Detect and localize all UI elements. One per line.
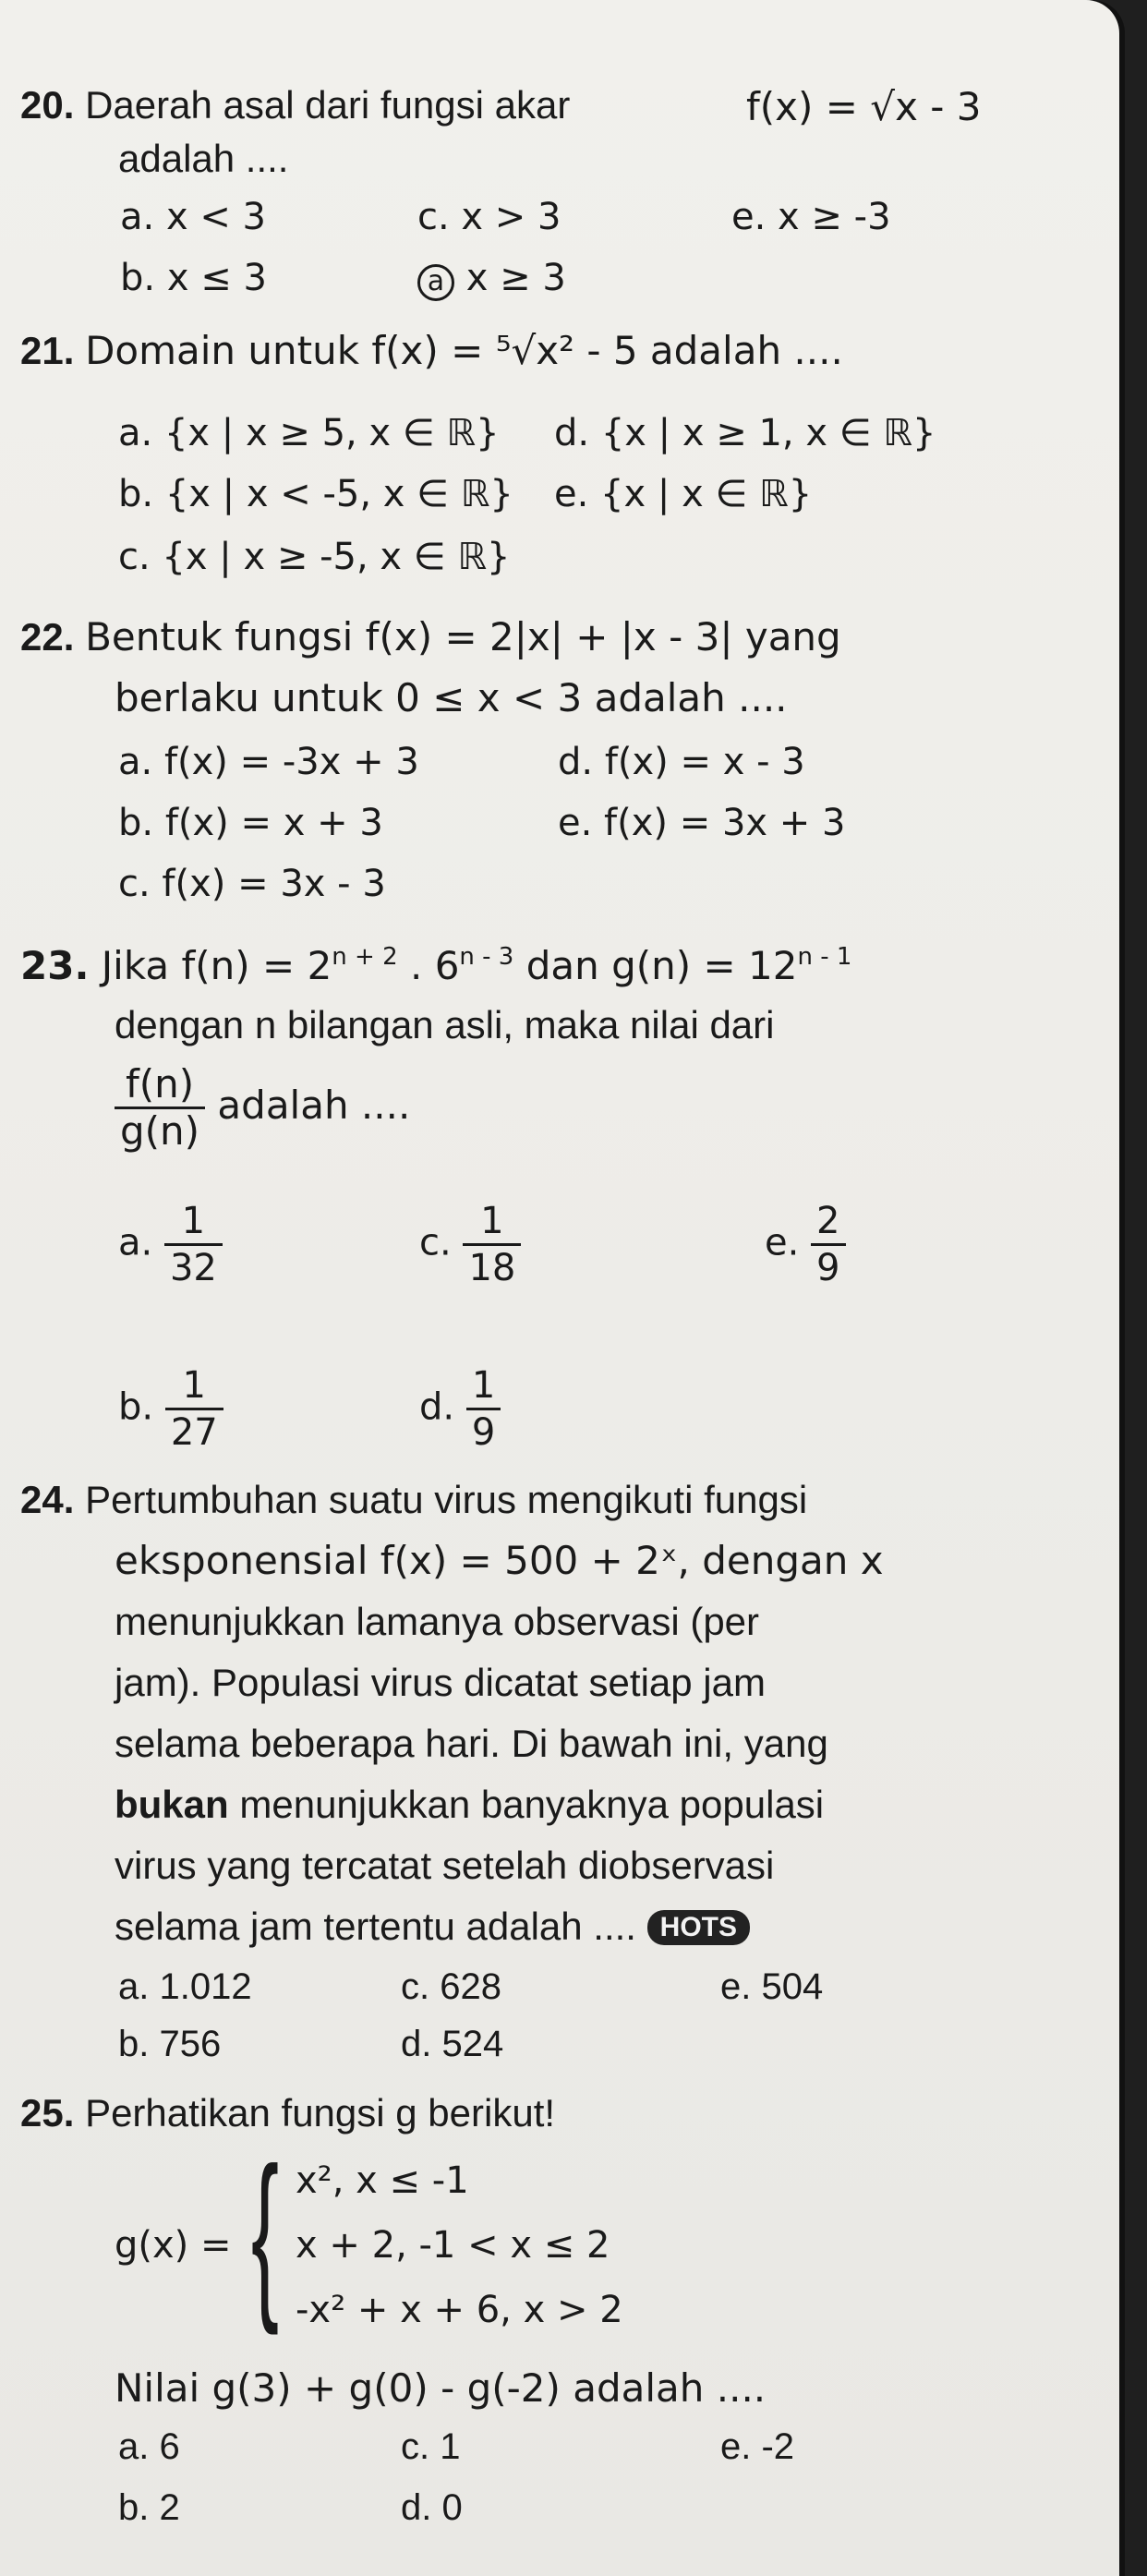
q23-option-e-denominator: 9 [816, 1247, 840, 1289]
q23-option-a-denominator: 32 [169, 1247, 217, 1289]
q24-line-4: jam). Populasi virus dicatat setiap jam [115, 1661, 766, 1704]
q23-option-c[interactable] [419, 1199, 521, 1290]
q23-exponent-2: n - 3 [459, 943, 514, 971]
q23-option-d-fraction [466, 1363, 501, 1455]
q25-option-b[interactable]: b. 2 [118, 2487, 180, 2528]
q24-option-d[interactable]: d. 524 [401, 2024, 504, 2064]
q24-bold-word: bukan [115, 1783, 229, 1826]
q25-number: 25. [20, 2091, 75, 2135]
q24-line-5: selama beberapa hari. Di bawah ini, yang [115, 1722, 828, 1765]
q21-option-c[interactable]: c. {x | x ≥ -5, x ∈ ℝ} [118, 536, 511, 578]
q23-option-c-denominator: 18 [468, 1247, 516, 1289]
q23-option-e[interactable] [765, 1199, 846, 1290]
q21-option-e[interactable]: e. {x | x ∈ ℝ} [554, 473, 813, 515]
hots-badge: HOTS [647, 1910, 750, 1945]
q23-option-a-numerator: 1 [164, 1199, 223, 1246]
q23-option-d-denominator: 9 [471, 1411, 496, 1454]
q23-stem-line1 [20, 933, 851, 990]
q23-exponent-1: n + 2 [332, 943, 398, 971]
q24-line-2: eksponensial f(x) = 500 + 2ˣ, dengan x [115, 1538, 884, 1583]
q22-option-e[interactable]: e. f(x) = 3x + 3 [558, 802, 846, 844]
q23-option-b-fraction [165, 1363, 223, 1455]
q23-exponent-3: n - 1 [797, 943, 852, 971]
q20-stem-line1 [20, 81, 570, 129]
q20-option-e[interactable]: e. x ≥ -3 [731, 196, 891, 238]
q22-stem-line1 [20, 613, 841, 661]
q23-option-b-denominator: 27 [170, 1411, 218, 1454]
q25-stem-line1 [20, 2089, 555, 2137]
q24-option-c[interactable]: c. 628 [401, 1966, 501, 2007]
q23-option-d[interactable] [419, 1363, 501, 1455]
q23-stem-pre: Jika f(n) = 2 [101, 943, 332, 988]
q21-stem-line [20, 327, 843, 375]
q21-option-a[interactable]: a. {x | x ≥ 5, x ∈ ℝ} [118, 412, 500, 454]
q25-option-e[interactable]: e. -2 [720, 2426, 795, 2467]
q21-option-d[interactable]: d. {x | x ≥ 1, x ∈ ℝ} [554, 412, 936, 454]
q23-option-c-fraction [463, 1199, 521, 1290]
q23-number: 23. [20, 943, 90, 988]
q23-option-c-numerator: 1 [463, 1199, 521, 1246]
q20-option-d[interactable] [417, 255, 566, 301]
q23-stem-mid: . 6 [397, 943, 460, 988]
q22-stem-line2: berlaku untuk 0 ≤ x < 3 adalah .... [115, 675, 788, 720]
q23-option-a-label: a. [118, 1221, 153, 1264]
q23-option-a[interactable] [118, 1199, 223, 1290]
q20-option-d-circled-mark: a [417, 264, 454, 301]
q24-option-e[interactable]: e. 504 [720, 1966, 824, 2007]
q23-option-b[interactable] [118, 1363, 223, 1455]
q23-option-d-numerator: 1 [466, 1363, 501, 1410]
q21-stem: Domain untuk f(x) = ⁵√x² - 5 adalah .... [85, 328, 843, 373]
q22-option-a[interactable]: a. f(x) = -3x + 3 [118, 741, 419, 783]
q23-fraction-numerator: f(n) [115, 1062, 205, 1109]
q24-line-6-text: menunjukkan banyaknya populasi [239, 1783, 825, 1826]
q25-case-2: x + 2, -1 < x ≤ 2 [296, 2224, 610, 2267]
q23-option-e-label: e. [765, 1221, 800, 1264]
q23-option-a-fraction [164, 1199, 223, 1290]
q25-stem: Perhatikan fungsi g berikut! [85, 2091, 556, 2135]
q24-line-8 [115, 1903, 750, 1951]
q23-option-c-label: c. [419, 1221, 452, 1264]
q23-option-b-numerator: 1 [165, 1363, 223, 1410]
q22-number: 22. [20, 615, 75, 659]
q20-option-d-text: x ≥ 3 [465, 257, 566, 299]
q20-option-c[interactable]: c. x > 3 [417, 196, 561, 238]
q22-option-c[interactable]: c. f(x) = 3x - 3 [118, 863, 386, 905]
q20-option-a[interactable]: a. x < 3 [120, 196, 267, 238]
q23-stem-suffix: adalah .... [217, 1082, 411, 1128]
q25-case-1: x², x ≤ -1 [296, 2159, 469, 2202]
q20-stem: Daerah asal dari fungsi akar [85, 83, 571, 127]
q25-option-c[interactable]: c. 1 [401, 2426, 461, 2467]
q23-stem-line3 [115, 1062, 410, 1154]
q23-option-e-fraction [811, 1199, 845, 1290]
q20-stem-line2: adalah .... [118, 137, 289, 180]
q23-option-e-numerator: 2 [811, 1199, 845, 1246]
q20-function: f(x) = √x - 3 [746, 84, 982, 129]
q22-stem: Bentuk fungsi f(x) = 2|x| + |x - 3| yang [85, 614, 841, 659]
q21-option-b[interactable]: b. {x | x < -5, x ∈ ℝ} [118, 473, 513, 515]
q21-number: 21. [20, 329, 75, 372]
q24-line-6 [115, 1781, 824, 1829]
q24-option-a[interactable]: a. 1.012 [118, 1966, 252, 2007]
q23-fraction [115, 1062, 205, 1154]
q25-option-a[interactable]: a. 6 [118, 2426, 180, 2467]
q24-line-3: menunjukkan lamanya observasi (per [115, 1600, 760, 1643]
q22-option-b[interactable]: b. f(x) = x + 3 [118, 802, 383, 844]
q24-number: 24. [20, 1478, 75, 1521]
q22-option-d[interactable]: d. f(x) = x - 3 [558, 741, 805, 783]
q24-line-7: virus yang tercatat setelah diobservasi [115, 1844, 775, 1887]
q23-stem-line2: dengan n bilangan asli, maka nilai dari [115, 1003, 775, 1046]
q25-option-d[interactable]: d. 0 [401, 2487, 463, 2528]
q23-stem-mid2: dan g(n) = 12 [513, 943, 798, 988]
q23-option-b-label: b. [118, 1385, 154, 1429]
q24-stem-line1 [20, 1476, 807, 1524]
q20-option-b[interactable]: b. x ≤ 3 [120, 257, 267, 299]
q20-number: 20. [20, 83, 75, 127]
q24-line-1: Pertumbuhan suatu virus mengikuti fungsi [85, 1478, 808, 1521]
q25-function-lhs: g(x) = [115, 2224, 232, 2267]
q25-stem-line2: Nilai g(3) + g(0) - g(-2) adalah .... [115, 2365, 767, 2411]
q24-line-8-text: selama jam tertentu adalah .... [115, 1905, 636, 1948]
q25-case-3: -x² + x + 6, x > 2 [296, 2289, 623, 2331]
q23-option-d-label: d. [419, 1385, 455, 1429]
q25-piecewise-brace: { [251, 2130, 280, 2336]
q23-fraction-denominator: g(n) [120, 1108, 200, 1154]
q24-option-b[interactable]: b. 756 [118, 2024, 222, 2064]
